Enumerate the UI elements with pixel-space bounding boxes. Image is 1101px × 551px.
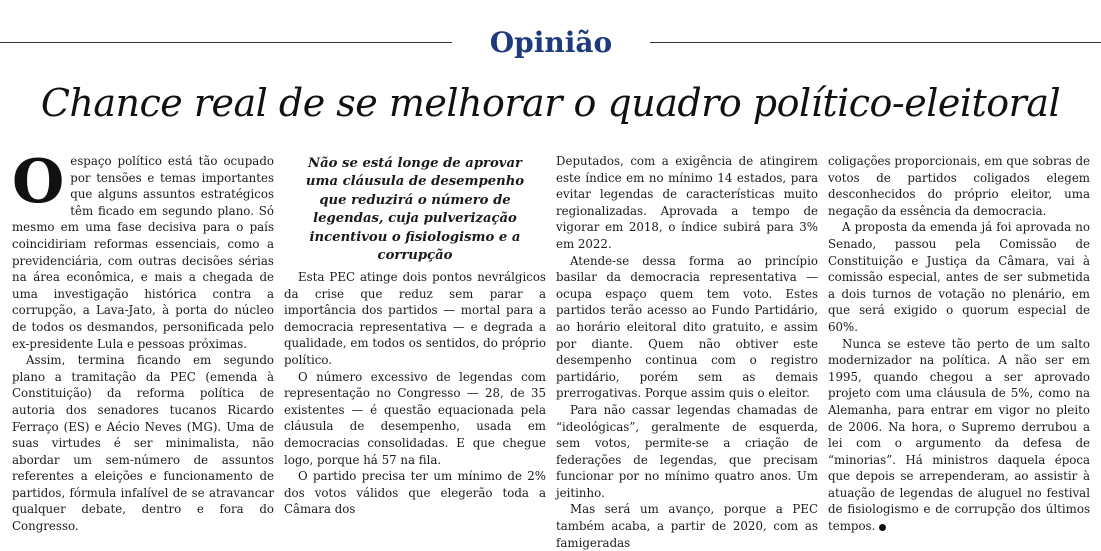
column-3 <box>556 153 818 551</box>
paragraph: O número excessivo de legendas com representação no Congresso — 28, de 35 existentes — é questão equacionada pela cláusula de desempenho, usada em democracias consolidadas. E que chegue logo, porque há 57 na fila. <box>284 369 546 467</box>
paragraph-text: espaço político está tão ocupado por tensões e temas importantes que alguns assuntos estratégicos têm ficado em segundo plano. Só mesmo em uma fase decisiva para o país coincidiriam reformas essenciais, como a previdenciária, com outras decisões sérias na área econômica, e mais a chegada de uma investigação histórica contra a corrupção, a Lava-Jato, à porta do núcleo de todos os desmandos, personificada pelo ex-presidente Lula e pessoas próximas. <box>12 154 274 351</box>
paragraph: Atende-se dessa forma ao princípio basilar da democracia representativa — ocupa espaço quem tem voto. Estes partidos terão acesso ao Fundo Partidário, ao horário eleitoral dito gratuito, e assim por diante. Quem não obtiver este desempenho continua com o registro partidário, porém sem as demais prerrogativas. Porque assim quis o eleitor. <box>556 253 818 401</box>
paragraph: O partido precisa ter um mínimo de 2% dos votos válidos que elegerão toda a Câmara dos <box>284 469 546 517</box>
drop-cap: O <box>12 147 65 217</box>
pull-quote: Não se está longe de aprovar uma cláusula de desempenho que reduzirá o número de legendas, cuja pulverização incentivou o fisiologismo e a corrupção <box>305 156 525 264</box>
paragraph: Mas será um avanço, porque a PEC também acaba, a partir de 2020, com as famigeradas <box>556 502 818 550</box>
section-header <box>0 22 1101 64</box>
end-mark-icon <box>879 524 886 531</box>
paragraph: Deputados, com a exigência de atingirem este índice em no mínimo 14 estados, para evitar legendas de características muito regionalizadas. Aprovada a tempo de vigorar em 2018, o índice subirá para 3% em 2022. <box>556 154 818 251</box>
column-1 <box>12 147 274 535</box>
paragraph <box>828 336 1090 535</box>
header-rule-left <box>0 42 452 43</box>
paragraph: Para não cassar legendas chamadas de “ideológicas”, geralmente de esquerda, sem votos, permite-se a criação de federações de legendas, que precisam funcionar por no mínimo quatro anos. Um jeitinho. <box>556 402 818 500</box>
section-label: Opinião <box>489 26 613 59</box>
headline: Chance real de se melhorar o quadro político-eleitoral <box>40 81 1061 125</box>
column-4 <box>828 153 1090 535</box>
paragraph: A proposta da emenda já foi aprovada no Senado, passou pela Comissão de Constituição e Justiça da Câmara, vai à comissão especial, antes de ser submetida a dois turnos de votação no plenário, em que será exigido o quorum especial de 60%. <box>828 220 1090 334</box>
column-2 <box>284 153 546 518</box>
header-rule-right <box>650 42 1101 43</box>
paragraph: coligações proporcionais, em que sobras de votos de partidos coligados elegem desconhecidos do próprio eleitor, uma negação da essência da democracia. <box>828 154 1090 218</box>
paragraph: Esta PEC atinge dois pontos nevrálgicos da crise que reduz sem parar a importância dos partidos — mortal para a democracia representativa — e degrada a qualidade, em todos os sentidos, do próprio político. <box>284 270 546 367</box>
paragraph: Assim, termina ficando em segundo plano a tramitação da PEC (emenda à Constituição) da reforma política de autoria dos senadores tucanos Ricardo Ferraço (ES) e Aécio Neves (MG). Uma de suas virtudes é ser minimalista, não abordar um sem-número de assuntos referentes a eleições e funcionamento de partidos, fórmula infalível de se atravancar qualquer debate, dentro e fora do Congresso. <box>12 353 274 534</box>
paragraph-text: Nunca se esteve tão perto de um salto modernizador na política. A não ser em 1995, quando chegou a ser aprovado projeto com uma cláusula de 5%, como na Alemanha, para entrar em vigor no pleito de 2006. Na hora, o Supremo derrubou a lei com o argumento da defesa de “minorias”. Há ministros daquela época que depois se arrependeram, ao assistir à atuação de legendas de aluguel no festival de fisiologismo e de corrupção dos últimos tempos. <box>828 336 1090 534</box>
paragraph <box>12 147 274 352</box>
